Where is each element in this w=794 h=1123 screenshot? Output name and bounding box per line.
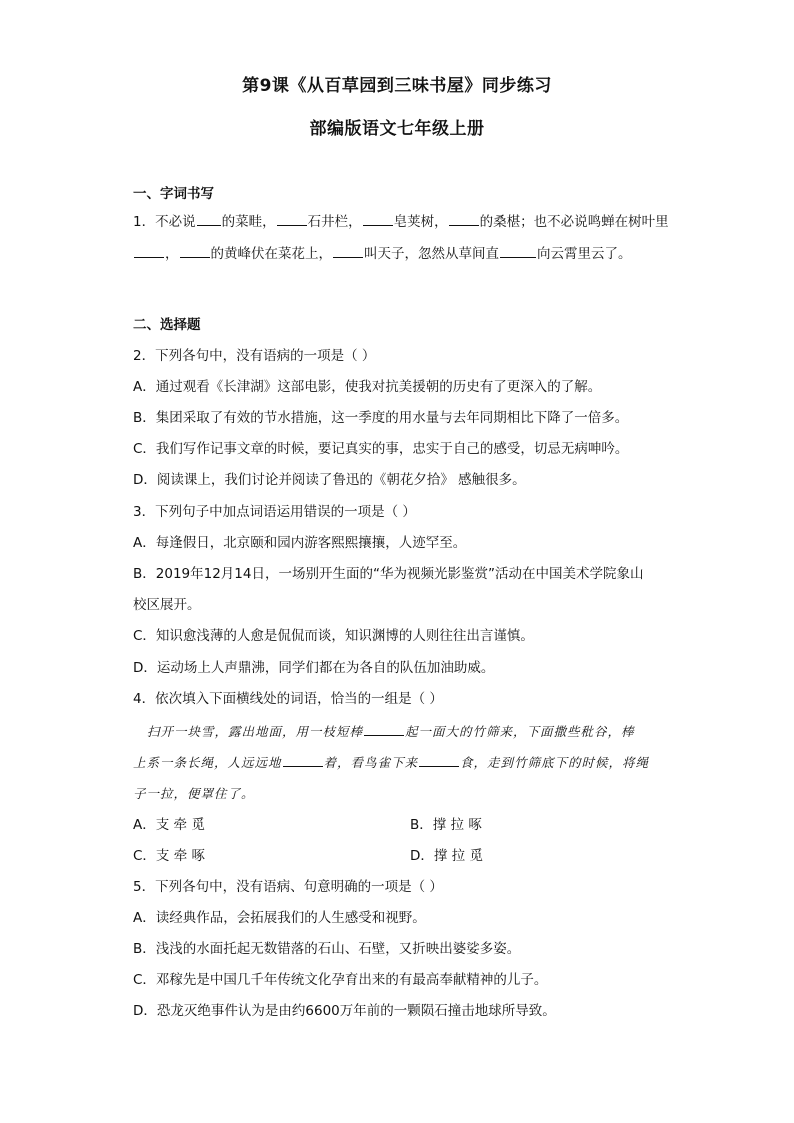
question-4-passage-line-1 — [147, 721, 687, 742]
question-3-option-a: A．每逢假日，北京颐和园内游客熙熙攘攘，人迹罕至。 — [133, 535, 467, 551]
passage-text: 扫开一块雪，露出地面，用一枝短棒 — [147, 724, 364, 739]
q1-text: 的桑椹；也不必说鸣蝉在树叶里 — [479, 214, 669, 230]
blank — [277, 211, 307, 226]
question-3-stem: 3．下列句子中加点词语运用错误的一项是（ ） — [133, 504, 416, 520]
q1-text: 的菜畦， — [221, 214, 276, 230]
blank — [500, 243, 536, 258]
blank — [333, 243, 363, 258]
q1-text: 石井栏， — [307, 214, 362, 230]
question-5-option-a: A．读经典作品，会拓展我们的人生感受和视野。 — [133, 910, 426, 926]
passage-text: 着，看鸟雀下来 — [323, 755, 419, 770]
q1-text: 1．不必说 — [133, 214, 196, 230]
q1-text: 叫天子，忽然从草间直 — [364, 246, 499, 262]
question-2-option-b: B．集团采取了有效的节水措施，这一季度的用水量与去年同期相比下降了一倍多。 — [133, 410, 629, 426]
blank — [134, 243, 164, 258]
section-heading-1: 一、字词书写 — [133, 186, 214, 202]
page-title: 第9课《从百草园到三味书屋》同步练习 — [242, 76, 552, 96]
page-subtitle: 部编版语文七年级上册 — [309, 119, 485, 139]
question-4-passage-line-3: 子一拉，便罩住了。 — [133, 786, 255, 801]
question-5-option-c: C．邓稼先是中国几千年传统文化孕育出来的有最高奉献精神的儿子。 — [133, 972, 548, 988]
question-1-line-1 — [133, 211, 673, 232]
question-4-option-b: B．撑 拉 啄 — [410, 817, 482, 833]
question-5-option-d: D．恐龙灭绝事件认为是由约6600万年前的一颗陨石撞击地球所导致。 — [133, 1003, 556, 1019]
question-3-option-d: D．运动场上人声鼎沸，同学们都在为各自的队伍加油助威。 — [133, 660, 495, 676]
q1-text: ， — [165, 246, 179, 262]
passage-text: 起一面大的竹筛来，下面撒些秕谷，棒 — [405, 724, 635, 739]
question-2-stem: 2．下列各句中，没有语病的一项是（ ） — [133, 348, 376, 364]
blank — [283, 752, 323, 767]
question-4-option-a: A．支 牵 觅 — [133, 817, 205, 833]
question-4-passage-line-2 — [133, 752, 673, 773]
q1-text: 皂荚树， — [393, 214, 448, 230]
blank — [197, 211, 221, 226]
section-heading-2: 二、选择题 — [133, 317, 201, 333]
question-4-stem: 4．依次填入下面横线处的词语，恰当的一组是（ ） — [133, 691, 443, 707]
blank — [180, 243, 210, 258]
question-4-option-c: C．支 牵 啄 — [133, 848, 206, 864]
q1-text: 的黄峰伏在菜花上， — [210, 246, 332, 262]
question-3-option-c: C．知识愈浅薄的人愈是侃侃而谈，知识渊博的人则往往出言谨慎。 — [133, 628, 534, 644]
question-5-option-b: B．浅浅的水面托起无数错落的石山、石壁，又折映出婆娑多姿。 — [133, 941, 521, 957]
q1-text: 向云霄里云了。 — [537, 246, 632, 262]
blank — [364, 721, 404, 736]
question-2-option-a: A．通过观看《长津湖》这部电影，使我对抗美援朝的历史有了更深入的了解。 — [133, 379, 602, 395]
blank — [363, 211, 393, 226]
blank — [449, 211, 479, 226]
passage-text: 上系一条长绳，人远远地 — [133, 755, 282, 770]
question-3-option-b-line-1: B．2019年12月14日，一场别开生面的“华为视频光影鉴赏”活动在中国美术学院象山 — [133, 566, 644, 582]
blank — [419, 752, 459, 767]
question-2-option-d: D．阅读课上，我们讨论并阅读了鲁迅的《朝花夕拾》 感触很多。 — [133, 472, 526, 488]
question-1-line-2 — [133, 243, 673, 264]
question-4-option-d: D．撑 拉 觅 — [410, 848, 483, 864]
question-2-option-c: C．我们写作记事文章的时候，要记真实的事，忠实于自己的感受，切忌无病呻吟。 — [133, 441, 629, 457]
passage-text: 食，走到竹筛底下的时候，将绳 — [460, 755, 650, 770]
question-3-option-b-line-2: 校区展开。 — [133, 597, 201, 613]
question-5-stem: 5．下列各句中，没有语病、句意明确的一项是（ ） — [133, 879, 443, 895]
